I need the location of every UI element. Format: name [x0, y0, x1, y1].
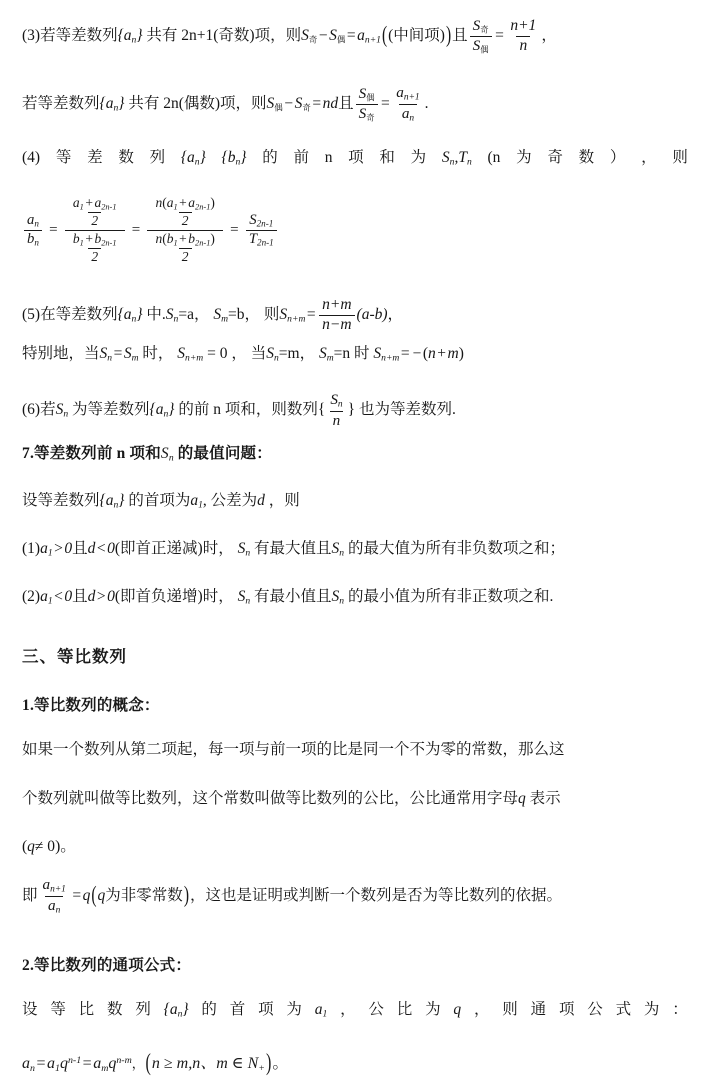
item-4-token-0: (4) [22, 149, 41, 166]
case1-prefix: (1) [22, 540, 41, 557]
symbol-q: q [97, 886, 106, 904]
item-5-then: 则 [263, 305, 280, 323]
equals-sign: = [306, 305, 316, 323]
formula-s-odd-minus-s-even: S奇−S偶=an+1 [301, 26, 381, 46]
general-token-22: 为 [643, 1001, 660, 1018]
special-zero: = 0 ， [207, 345, 247, 362]
section-7-heading-pre: 7.等差数列前 n 项和 [22, 445, 161, 462]
item-4-token-10: 项 [348, 149, 364, 166]
item-4-token-11: 和 [379, 149, 395, 166]
fraction-an-over-bn: $\frac{an}{bn}$ [24, 213, 42, 249]
item-4-token-2: 差 [87, 149, 103, 166]
trailing-comma: ， [387, 305, 404, 323]
item-3-line-1 [22, 18, 557, 54]
general-token-21: 式 [615, 1001, 632, 1018]
item-4-token-8: 前 [293, 149, 309, 166]
general-token-13: 比 [396, 1001, 413, 1018]
left-paren-large: ( [145, 1050, 151, 1076]
sequence-bn-brace: {bn} [221, 149, 247, 168]
ratio-note: 为非零常数 [105, 886, 183, 904]
sequence-an-brace: {an} [117, 26, 143, 46]
general-token-3: 数 [106, 1001, 123, 1018]
item-4-token-12: 为 [410, 149, 427, 166]
fraction-n-plus-1-over-n: $\frac{n+1}{n}$ [510, 17, 537, 54]
item-6-line [22, 392, 456, 429]
symbol-sn: Sn [160, 445, 174, 464]
general-token-4: 列 [135, 1001, 151, 1018]
item-4-token-n: n [324, 149, 333, 166]
item-5-sm-equals-b: =b， [228, 305, 261, 323]
general-token-12: 公 [368, 1001, 384, 1018]
concept-line2-pre: 个数列就叫做等比数列，这个常数叫做等比数列的公比，公比通常用字母 [22, 790, 519, 807]
item-6-mid: 为等差数列 [72, 401, 150, 419]
fraction-a1-plus-a2nm1-over-2: $\frac{a1 + a2n-1}{2}$ [72, 195, 117, 229]
item-5-mid: 中. [146, 305, 166, 323]
item-4-compound-fraction [22, 196, 279, 265]
case1-condition-text: (即首正递减)时， [114, 540, 234, 557]
case2-tail: 的最小值为所有非正数项之和. [347, 588, 554, 605]
concept-line2-post: 表示 [529, 790, 561, 807]
general-token-1: 等 [50, 1001, 66, 1018]
section-7-case-1 [22, 540, 565, 558]
item-4-token-20: 则 [672, 149, 688, 166]
special-sn-equals-m: =m， [278, 345, 316, 362]
item-6-mid2: 的前 n 项和，则数列 [178, 401, 318, 419]
item-4-token-19: ， [641, 149, 657, 166]
symbol-snpm: Sn+m [177, 345, 204, 364]
fraction-b1-plus-b2nm1-over-2: $\frac{b1 + b2n-1}{2}$ [72, 230, 117, 265]
equals-sign: = [131, 221, 141, 238]
conjunction-and: 且 [452, 26, 468, 44]
section-7-heading-post: 的最值问题： [177, 445, 272, 462]
sequence-an-brace: {an} [163, 1001, 189, 1020]
fraction-sn-over-n: $\frac{Sn}{n}$ [330, 391, 343, 429]
trailing-period: . [424, 94, 429, 112]
concept-line-3 [22, 838, 76, 856]
symbol-sm: Sm [318, 345, 334, 364]
special-sm-equals-n: =n 时 [333, 345, 370, 362]
section-7-heading [22, 445, 272, 463]
fraction-s-even-over-s-odd: $\frac{\text{S偶}}{\text{S奇}}$ [356, 86, 378, 122]
symbol-sn: Sn [237, 588, 251, 607]
n-plus-subscript: + [258, 1062, 265, 1074]
sequence-an-brace: {an} [99, 492, 125, 511]
general-token-8: 项 [258, 1001, 274, 1018]
item-4-token-7: 的 [262, 149, 278, 166]
case2-condition-text: (即首负递增)时， [114, 588, 234, 605]
symbol-sn: Sn [237, 540, 251, 559]
fraction-nested-left [65, 196, 125, 265]
formula-condition: n ≥ m,n、m ∈ N [151, 1055, 259, 1072]
concept-line-2 [22, 790, 561, 808]
item-5-special-case [22, 345, 464, 363]
special-when: 当 [250, 345, 267, 362]
item-4-token-14: (n [487, 149, 501, 166]
general-token-7: 首 [229, 1001, 246, 1018]
item-5-line [22, 297, 403, 333]
item-6-tail: 也为等差数列. [358, 401, 456, 419]
conjunction-and: 且 [338, 94, 354, 112]
symbol-q: q [518, 790, 526, 807]
item-4-token-1: 等 [55, 149, 72, 166]
symbol-sn: Sn [165, 305, 179, 325]
item-3-line2-mid: 共有 2n(偶数)项，则 [128, 94, 267, 112]
condition-a1-gt-0-and-d-lt-0: a1>0且d<0 [40, 540, 115, 559]
closing-paren-period: )。 [55, 838, 76, 855]
condition-a1-lt-0-and-d-gt-0: a1<0且d>0 [40, 588, 115, 607]
item-4-token-3: 数 [118, 149, 134, 166]
section-3-sub2-heading: 2.等比数列的通项公式： [22, 957, 192, 974]
general-term-formula: $an=a1q^{n-1}=amq^{n-m}$，(n ≥ m,n、m ∈ N+)。 [22, 1050, 289, 1076]
setup-mid2: , 公差为 [202, 492, 258, 509]
item-5-prefix: (5)在等差数列 [22, 305, 118, 323]
general-token-19: 项 [558, 1001, 575, 1018]
sequence-an-brace: {an} [180, 149, 206, 168]
right-brace: } [347, 401, 356, 419]
right-paren-large: ) [265, 1050, 272, 1076]
item-6-prefix: (6)若 [22, 401, 56, 419]
item-4-token-18: ） [609, 149, 626, 166]
ratio-definition-line [22, 877, 562, 916]
symbol-sn: Sn [331, 588, 345, 607]
left-paren: ( [22, 838, 28, 855]
symbol-sn: Sn [55, 401, 69, 420]
section-7-setup [22, 492, 300, 510]
setup-tail: ，则 [268, 492, 300, 509]
general-term-setup-line [22, 1002, 688, 1019]
special-equals-text: 时， [142, 345, 174, 362]
left-paren-large: ( [381, 22, 388, 48]
symbol-a1: a1 [190, 492, 203, 511]
general-token-9: 为 [286, 1001, 302, 1018]
ratio-prefix: 即 [22, 886, 38, 904]
q-not-equal-zero: ≠ 0 [34, 838, 56, 855]
trailing-comma: ， [541, 26, 557, 44]
general-token-14: 为 [425, 1001, 441, 1018]
general-token-20: 公 [587, 1001, 603, 1018]
symbol-d: d [257, 492, 265, 509]
equals-sign: = [495, 26, 504, 44]
left-paren-large: ( [91, 882, 97, 908]
item-4-token-17: 数 [578, 149, 595, 166]
item-5-sn-equals-a: =a， [178, 305, 210, 323]
expression-a-minus-b: (a-b) [356, 305, 388, 323]
fraction-s2nm1-over-t2nm1: $\frac{S2n-1}{T2n-1}$ [246, 213, 277, 249]
case1-mid: 有最大值且 [254, 540, 332, 557]
general-token-0: 设 [22, 1001, 38, 1018]
formula-s-even-minus-s-odd: S偶−S奇=nd [266, 94, 339, 113]
sequence-an-brace: {an} [117, 305, 143, 325]
ratio-tail: ，这也是证明或判断一个数列是否为等比数列的依据。 [189, 886, 562, 904]
concept-line-1: 如果一个数列从第二项起，每一项与前一项的比是同一个不为零的常数，那么这 [22, 741, 565, 758]
sequence-an-brace: {an} [149, 401, 175, 420]
n-minus-m: n−m [322, 315, 352, 333]
section-3-heading: 三、等比数列 [22, 647, 127, 666]
equals-sign: = [49, 221, 58, 238]
symbol-q: q [82, 886, 91, 904]
symbol-snpm: Sn+m [279, 305, 306, 325]
fraction-nested-right [147, 196, 222, 265]
general-token-18: 通 [530, 1001, 547, 1018]
item-3-prefix: (3)若等差数列 [22, 26, 118, 44]
symbol-q: q [27, 838, 35, 855]
general-token-11: ， [340, 1001, 356, 1018]
general-token-17: 则 [502, 1001, 518, 1018]
item-3-mid-text: 共有 2n+1(奇数)项，则 [146, 26, 302, 44]
general-token-23: ： [672, 1001, 688, 1018]
symbols-sn-tn: Sn,Tn [441, 149, 472, 168]
symbol-snpm-result: Sn+m= −(n+m) [373, 345, 464, 364]
item-4-token-4: 列 [149, 149, 166, 166]
section-7-case-2 [22, 588, 553, 606]
item-4-token-15: 为 [516, 149, 532, 166]
symbol-sn: Sn [266, 345, 279, 364]
fraction-s-odd-over-s-even: $\frac{\text{S奇}}{\text{S偶}}$ [470, 18, 492, 54]
fraction-npm-over-nmm: $\frac{n+m}{n-m}$ [319, 297, 354, 333]
right-paren-large: ) [183, 882, 189, 908]
setup-prefix: 设等差数列 [22, 492, 100, 509]
symbol-sn: Sn=Sm [99, 345, 139, 364]
symbol-sn: Sn [331, 540, 345, 559]
section-3-sub1-heading: 1.等比数列的概念： [22, 697, 160, 714]
general-token-16: ， [473, 1001, 490, 1018]
item-3-line2-prefix: 若等差数列 [22, 94, 100, 112]
formula-comma: ， [131, 1057, 145, 1071]
symbol-q: q [453, 1001, 462, 1018]
item-4-heading [22, 150, 688, 167]
special-prefix: 特别地，当 [22, 345, 100, 362]
equals-sign: = [230, 221, 239, 238]
fraction-a-np1-over-an: $\frac{an+1}{an}$ [42, 876, 66, 916]
sequence-an-brace: {an} [99, 94, 125, 114]
right-paren-large: ) [445, 22, 452, 48]
case2-mid: 有最小值且 [254, 588, 332, 605]
fraction-a-np1-over-an: $\frac{an+1}{an}$ [396, 84, 420, 124]
left-brace: { [317, 401, 326, 419]
item-3-line-2 [22, 85, 429, 124]
fraction-n-times-b-sum-over-2: $\frac{n(b1 + b2n-1)}{2}$ [155, 230, 215, 265]
case1-tail: 的最大值为所有非负数项之和； [347, 540, 565, 557]
fraction-n-times-a-sum-over-2: $\frac{n(a1 + a2n-1)}{2}$ [155, 195, 215, 229]
equals-sign: = [72, 886, 82, 904]
general-token-6: 的 [201, 1001, 217, 1018]
item-4-token-16: 奇 [547, 149, 563, 166]
setup-mid: 的首项为 [128, 492, 191, 509]
formula-period: 。 [272, 1055, 289, 1072]
symbol-sm: Sm [213, 305, 229, 325]
case2-prefix: (2) [22, 588, 41, 605]
symbol-a1: a1 [314, 1001, 328, 1020]
general-token-2: 比 [78, 1001, 95, 1018]
middle-term-label: (中间项) [388, 26, 445, 44]
equals-sign: = [381, 94, 390, 112]
